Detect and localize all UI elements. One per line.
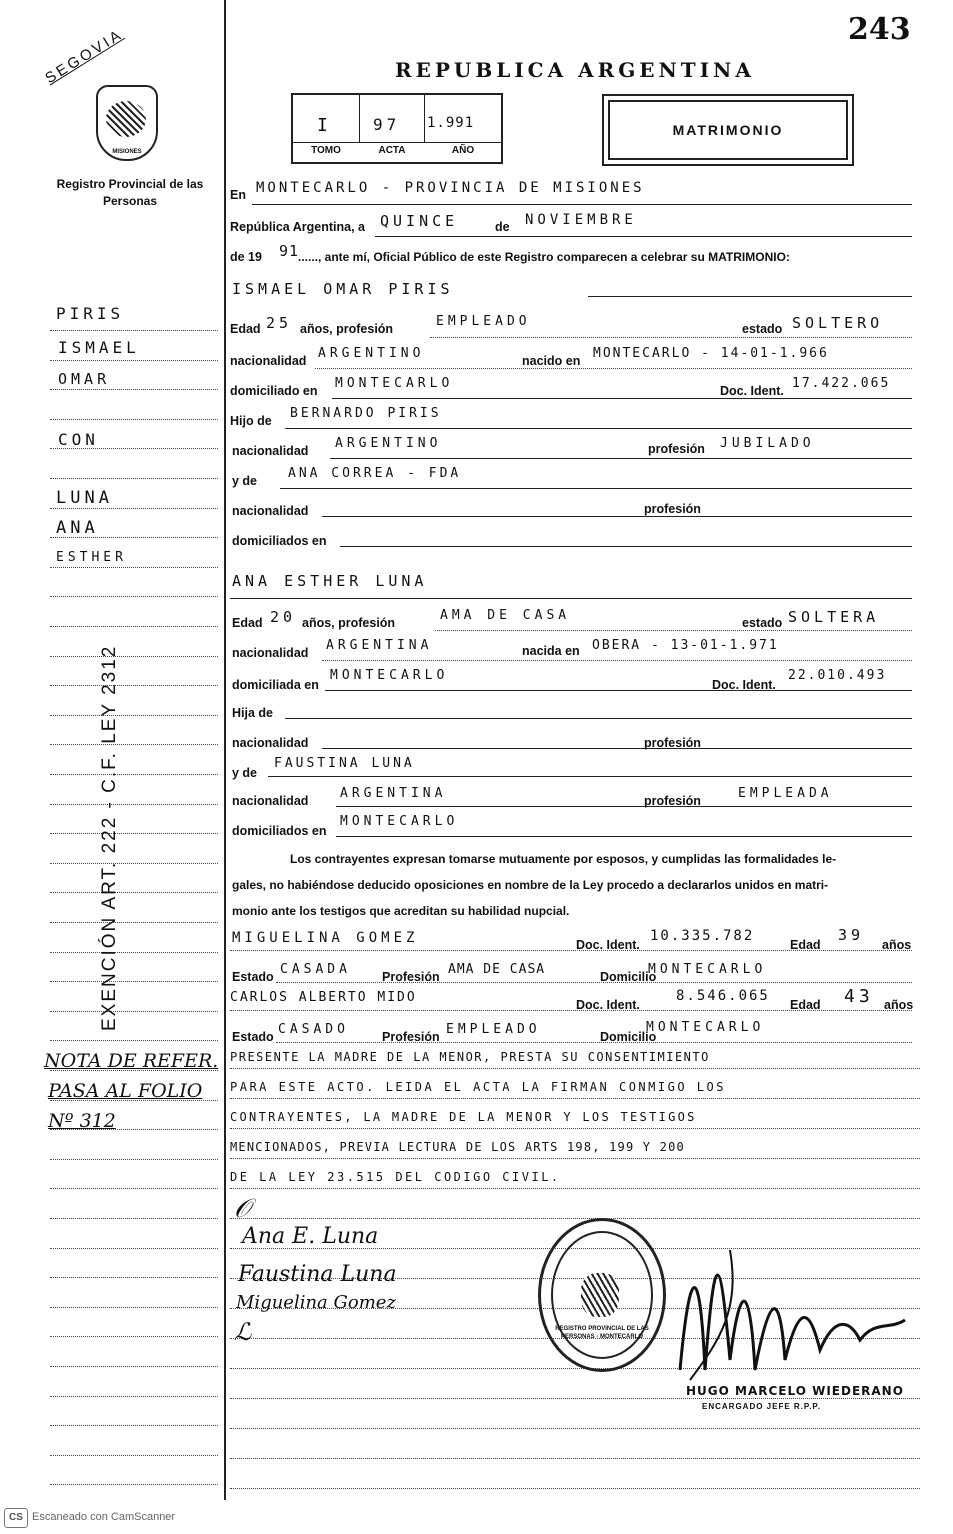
acta-label: ACTA — [378, 145, 406, 156]
officer-title: ENCARGADO JEFE R.P.P. — [702, 1402, 821, 1411]
bride-madre-prof: EMPLEADA — [738, 786, 833, 801]
bride-hija-label: Hija de — [232, 706, 273, 720]
tomo-label: TOMO — [311, 145, 341, 156]
margin-rule — [50, 833, 218, 834]
segovia-stamp: SEGOVIA — [42, 25, 127, 88]
officer-signature-icon — [660, 1220, 910, 1390]
witness1-prof: AMA DE CASA — [448, 962, 546, 977]
ano-label: AÑO — [451, 145, 475, 156]
margin-rule — [50, 1248, 218, 1249]
groom-doc: 17.422.065 — [792, 376, 891, 391]
witness2-dom-label: Domicilio — [600, 1030, 657, 1044]
camscanner-logo-icon: CS — [4, 1508, 28, 1528]
witness2-doc-label: Doc. Ident. — [576, 998, 640, 1012]
groom-profesion: EMPLEADO — [436, 314, 531, 329]
groom-nac: ARGENTINO — [318, 346, 425, 361]
groom-padre-nac-label: nacionalidad — [232, 444, 309, 458]
margin-rule — [50, 478, 218, 479]
bride-madre-nac-label: nacionalidad — [232, 794, 309, 808]
signature-mother: Faustina Luna — [238, 1262, 397, 1287]
place-value: MONTECARLO - PROVINCIA DE MISIONES — [256, 180, 645, 196]
margin-rule — [50, 892, 218, 893]
groom-estado-label: estado — [742, 322, 783, 336]
nota-line-2: Nº 312 — [48, 1110, 116, 1132]
witness1-name: MIGUELINA GOMEZ — [232, 930, 419, 946]
margin-rule — [50, 774, 218, 775]
page-number: 243 — [848, 12, 911, 47]
witness1-edad-label: Edad — [790, 938, 821, 952]
bride-madre-prof-label: profesión — [644, 794, 701, 808]
signature-officer-initial: 𝒪 — [234, 1194, 251, 1224]
margin-rule — [50, 1307, 218, 1308]
groom-nac-label: nacionalidad — [230, 354, 307, 368]
bride-edad-label: Edad — [232, 616, 263, 630]
witness1-prof-label: Profesión — [382, 970, 440, 984]
margin-rule — [50, 685, 218, 686]
bride-estado: SOLTERA — [788, 608, 880, 626]
declaration-line-2: gales, no habiéndose deducido oposiciones en nombre de la Ley procedo a declararlos unidos en matri- — [232, 878, 829, 892]
margin-rule — [50, 419, 218, 420]
bride-nacida: OBERA - 13-01-1.971 — [592, 638, 779, 653]
groom-dom-label: domiciliado en — [230, 384, 318, 398]
bride-dom: MONTECARLO — [330, 668, 449, 683]
margin-rule — [50, 1159, 218, 1160]
margin-name-2: OMAR — [58, 370, 111, 388]
bride-nacida-label: nacida en — [522, 644, 580, 658]
bride-yde-label: y de — [232, 766, 258, 780]
nota-line-0: NOTA DE REFER. — [44, 1050, 219, 1072]
tomo-value: I — [317, 115, 332, 136]
bride-doc: 22.010.493 — [788, 668, 887, 683]
margin-rule — [50, 656, 218, 657]
signature-rule — [230, 1398, 920, 1399]
bride-padre-prof-label: profesión — [644, 736, 701, 750]
note-line-1: PRESENTE LA MADRE DE LA MENOR, PRESTA SU CONSENTIMIENTO — [230, 1050, 710, 1064]
de-label: de — [495, 220, 510, 234]
groom-dom: MONTECARLO — [335, 376, 454, 391]
bride-name: ANA ESTHER LUNA — [232, 572, 428, 590]
signature-witness2: ℒ — [234, 1318, 252, 1346]
witness1-estado-label: Estado — [232, 970, 274, 984]
witness2-prof: EMPLEADO — [446, 1022, 541, 1037]
groom-padre-prof: JUBILADO — [720, 436, 815, 451]
groom-doc-label: Doc. Ident. — [720, 384, 784, 398]
registry-seal-icon — [96, 85, 158, 161]
witness2-dom: MONTECARLO — [646, 1020, 765, 1035]
margin-divider — [224, 0, 226, 1500]
margin-rule — [50, 567, 218, 568]
margin-rule — [50, 744, 218, 745]
bride-profesion: AMA DE CASA — [440, 608, 571, 623]
official-seal-icon — [538, 1218, 666, 1372]
bride-edad: 20 — [270, 608, 297, 626]
doc-type-box — [602, 94, 854, 166]
bride-nac: ARGENTINA — [326, 638, 433, 653]
bride-dom-label: domiciliada en — [232, 678, 319, 692]
bride-profesion-label: años, profesión — [302, 616, 396, 630]
declaration-line-1: Los contrayentes expresan tomarse mutuamente por esposos, y cumplidas las formalidades le- — [290, 852, 837, 866]
margin-rule — [50, 596, 218, 597]
margin-name-5: ANA — [56, 518, 99, 538]
witness1-doc: 10.335.782 — [650, 928, 755, 944]
note-line-2: PARA ESTE ACTO. LEIDA EL ACTA LA FIRMAN CONMIGO LOS — [230, 1080, 726, 1094]
witness2-edad: 43 — [844, 986, 874, 1007]
witness2-name: CARLOS ALBERTO MIDO — [230, 990, 417, 1005]
margin-name-0: PIRIS — [56, 304, 125, 323]
seal-label: MISIONES — [112, 149, 142, 155]
groom-padre-nac: ARGENTINO — [335, 436, 442, 451]
witness2-edad-label: Edad — [790, 998, 821, 1012]
groom-domiciliados-label: domiciliados en — [232, 534, 327, 548]
acta-value: 97 — [373, 115, 401, 134]
witness2-estado: CASADO — [278, 1022, 349, 1037]
margin-name-4: LUNA — [56, 488, 113, 508]
groom-padre: BERNARDO PIRIS — [290, 406, 442, 421]
groom-madre-prof-label: profesión — [644, 502, 701, 516]
bride-nac-label: nacionalidad — [232, 646, 309, 660]
bride-domiciliados-label: domiciliados en — [232, 824, 327, 838]
signature-rule — [230, 1428, 920, 1429]
signature-rule — [230, 1488, 920, 1489]
bride-madre: FAUSTINA LUNA — [274, 756, 415, 771]
note-line-3: CONTRAYENTES, LA MADRE DE LA MENOR Y LOS TESTIGOS — [230, 1110, 697, 1124]
margin-rule — [50, 1336, 218, 1337]
groom-yde-label: y de — [232, 474, 258, 488]
note-line-5: DE LA LEY 23.515 DEL CODIGO CIVIL. — [230, 1170, 561, 1184]
witness1-dom-label: Domicilio — [600, 970, 657, 984]
witness1-anos-label: años — [882, 938, 912, 952]
margin-rule — [50, 360, 218, 361]
exencion-vertical-stamp: EXENCIÓN ART. 222 - C.F. LEY 2312 — [99, 644, 120, 1031]
groom-hijo-label: Hijo de — [230, 414, 272, 428]
margin-rule — [50, 508, 218, 509]
en-label: En — [230, 188, 246, 202]
margin-rule — [50, 1040, 218, 1041]
margin-rule — [50, 389, 218, 390]
document-title: REPUBLICA ARGENTINA — [395, 58, 755, 82]
bride-estado-label: estado — [742, 616, 783, 630]
margin-rule — [50, 981, 218, 982]
groom-name: ISMAEL OMAR PIRIS — [232, 280, 454, 298]
margin-rule — [50, 922, 218, 923]
margin-rule — [50, 1425, 218, 1426]
margin-rule — [50, 330, 218, 331]
scanner-footer: Escaneado con CamScanner — [32, 1511, 176, 1523]
declaration-line-3: monio ante los testigos que acreditan su habilidad nupcial. — [232, 904, 570, 918]
margin-rule — [50, 715, 218, 716]
margin-rule — [50, 626, 218, 627]
groom-padre-prof-label: profesión — [648, 442, 705, 456]
groom-edad: 25 — [266, 314, 293, 332]
nota-line-1: PASA AL FOLIO — [48, 1080, 203, 1102]
comparecen-text: ......, ante mí, Oficial Público de este Registro comparecen a celebrar su MATRIMONIO: — [298, 250, 790, 264]
ano-value: 1.991 — [427, 115, 475, 131]
record-id-box — [291, 93, 503, 164]
republica-label: República Argentina, a — [230, 220, 365, 234]
witness1-doc-label: Doc. Ident. — [576, 938, 640, 952]
witness2-estado-label: Estado — [232, 1030, 274, 1044]
groom-profesion-label: años, profesión — [300, 322, 394, 336]
groom-madre: ANA CORREA - FDA — [288, 466, 462, 481]
witness2-anos-label: años — [884, 998, 914, 1012]
note-line-4: MENCIONADOS, PREVIA LECTURA DE LOS ARTS 198, 199 Y 200 — [230, 1140, 685, 1154]
doc-type-label: MATRIMONIO — [672, 122, 784, 138]
margin-name-6: ESTHER — [56, 550, 127, 565]
witness1-estado: CASADA — [280, 962, 351, 977]
bride-padre-nac-label: nacionalidad — [232, 736, 309, 750]
year-value: 91 — [279, 242, 300, 260]
signature-bride: Ana E. Luna — [242, 1224, 379, 1249]
bride-domiciliados: MONTECARLO — [340, 814, 459, 829]
witness1-edad: 39 — [838, 926, 865, 944]
bride-doc-label: Doc. Ident. — [712, 678, 776, 692]
groom-edad-label: Edad — [230, 322, 261, 336]
margin-rule — [50, 804, 218, 805]
witness2-doc: 8.546.065 — [676, 988, 770, 1004]
margin-rule — [50, 1366, 218, 1367]
groom-nacido: MONTECARLO - 14-01-1.966 — [593, 346, 829, 361]
margin-rule — [50, 1011, 218, 1012]
groom-estado: SOLTERO — [792, 314, 884, 332]
margin-rule — [50, 952, 218, 953]
signature-witness: Miguelina Gomez — [236, 1292, 396, 1313]
groom-nacido-label: nacido en — [522, 354, 581, 368]
signature-rule — [230, 1458, 920, 1459]
official-seal-text: REGISTRO PROVINCIAL DE LAS PERSONAS - MONTECARLO — [555, 1326, 649, 1340]
bride-madre-nac: ARGENTINA — [340, 786, 447, 801]
margin-rule — [50, 1455, 218, 1456]
margin-rule — [50, 1484, 218, 1485]
witness2-prof-label: Profesión — [382, 1030, 440, 1044]
groom-madre-nac-label: nacionalidad — [232, 504, 309, 518]
margin-name-3: CON — [58, 430, 99, 449]
margin-rule — [50, 1218, 218, 1219]
day-value: QUINCE — [380, 212, 459, 230]
witness1-dom: MONTECARLO — [648, 962, 767, 977]
registry-name: Registro Provincial de las Personas — [56, 177, 204, 208]
officer-name: HUGO MARCELO WIEDERANO — [686, 1384, 904, 1398]
margin-rule — [50, 863, 218, 864]
margin-name-1: ISMAEL — [58, 338, 140, 357]
margin-rule — [50, 1396, 218, 1397]
signature-rule — [230, 1218, 920, 1219]
year-prefix: de 19 — [230, 250, 262, 264]
margin-rule — [50, 1188, 218, 1189]
month-value: NOVIEMBRE — [525, 212, 637, 228]
margin-rule — [50, 1277, 218, 1278]
